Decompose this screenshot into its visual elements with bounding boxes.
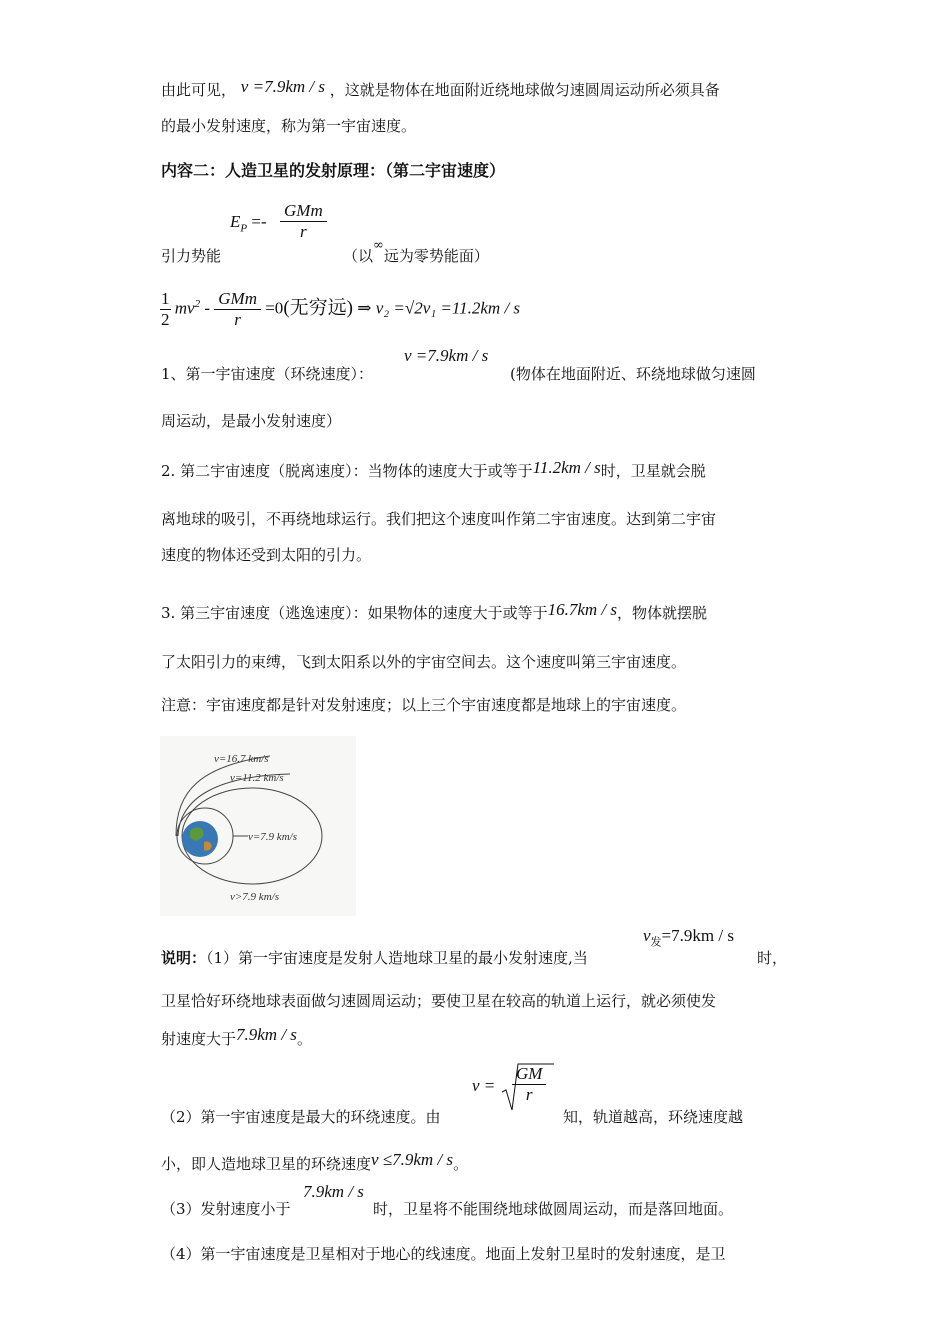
ep-symbol: E: [230, 212, 241, 231]
section-heading: 内容二：人造卫星的发射原理：（第二宇宙速度）: [161, 161, 506, 180]
text: 小，即人造地球卫星的环绕速度: [161, 1155, 372, 1173]
explain2-line1: （2）第一宇宙速度是最大的环绕速度。由: [161, 1108, 441, 1126]
denominator: r: [525, 1085, 533, 1104]
text: 。: [296, 1030, 312, 1048]
fraction-gmm-r: [214, 289, 261, 330]
text: ，这就是物体在地面附近绕地球做匀速圆周运动所必须具备: [329, 81, 720, 99]
denominator: r: [234, 310, 241, 329]
text: 2. 第二宇宙速度（脱离速度）：当物体的速度大于或等于: [161, 462, 533, 480]
denominator: r: [300, 222, 307, 241]
orbit-diagram: [160, 736, 356, 916]
fraction-half: [160, 289, 171, 330]
cosmic-velocity-figure: [160, 736, 356, 916]
ep-subscript: P: [240, 222, 248, 235]
explain-line3: [161, 1025, 312, 1050]
formula-v-7.9: v =7.9km / s: [240, 77, 325, 96]
energy-equation: [160, 289, 520, 330]
text: 射速度大于: [161, 1030, 237, 1048]
text: （以: [343, 247, 374, 265]
item1-text-right: (物体在地面附近、环绕地球做匀速圆: [510, 365, 756, 383]
potential-note: [343, 238, 489, 269]
note-line: 注意：宇宙速度都是针对发射速度；以上三个宇宙速度都是地球上的宇宙速度。: [161, 696, 687, 714]
v-symbol: v: [643, 926, 651, 945]
text: 时，卫星就会脱: [600, 462, 706, 480]
numerator: GM: [512, 1064, 546, 1085]
text: 。: [453, 1155, 469, 1173]
fraction-gmm-r: [280, 201, 327, 242]
item3-line2: 了太阳引力的束缚，飞到太阳系以外的宇宙空间去。这个速度叫第三宇宙速度。: [161, 653, 687, 671]
explain3-line: （3）发射速度小于: [161, 1200, 291, 1218]
ep-eq: =-: [251, 212, 267, 231]
item1-text: 1、第一宇宙速度（环绕速度）：: [161, 365, 374, 383]
formula-ep: [230, 212, 267, 234]
formula-v-le-7.9: v ≤7.9km / s: [371, 1150, 454, 1169]
text: ，物体就摆脱: [617, 604, 708, 622]
explain3-line-end: 时，卫星将不能围绕地球做圆周运动，而是落回地面。: [373, 1200, 734, 1218]
text: 远为零势能面）: [383, 247, 489, 265]
item2-line3: 速度的物体还受到太阳的引力。: [161, 546, 372, 564]
label-7.9: v=7.9 km/s: [248, 831, 297, 843]
implies-arrow: ⇒: [357, 298, 372, 318]
launch-subscript: 发: [650, 936, 662, 949]
explain-line2: 卫星恰好环绕地球表面做匀速圆周运动；要使卫星在较高的轨道上运行，就必须使发: [161, 992, 717, 1010]
infinity-symbol: ∞: [373, 238, 384, 253]
formula-11.2: 11.2km / s: [532, 458, 601, 477]
minus: -: [204, 298, 210, 318]
formula-v2-result: v₂ =√2v₁ =11.2km / s: [375, 298, 521, 318]
paragraph-line: [161, 79, 720, 101]
formula-7.9: 7.9km / s: [303, 1182, 364, 1201]
square: 2: [194, 297, 201, 310]
formula-7.9: 7.9km / s: [236, 1025, 297, 1044]
formula-v-7.9: v =7.9km / s: [404, 346, 489, 365]
label-gt-7.9: v>7.9 km/s: [230, 891, 279, 903]
item2-line2: 离地球的吸引，不再绕地球运行。我们把这个速度叫作第二宇宙速度。达到第二宇宙: [161, 510, 717, 528]
formula-rest: =7.9km / s: [661, 926, 734, 945]
text: （1）第一宇宙速度是发射人造地球卫星的最小发射速度,当: [206, 949, 588, 967]
explain-label: 说明：: [161, 949, 207, 967]
formula-16.7: 16.7km / s: [547, 600, 618, 619]
mv: mv: [174, 298, 195, 318]
numerator: GMm: [280, 201, 327, 222]
explain-line1: [161, 947, 588, 969]
item3-line1: [161, 602, 707, 624]
fraction-gm-r: [512, 1064, 546, 1105]
explain4-line: （4）第一宇宙速度是卫星相对于地心的线速度。地面上发射卫星时的发射速度，是卫: [161, 1245, 726, 1263]
formula-v-launch: [643, 926, 734, 949]
infinity-note: (无穷远): [283, 297, 353, 319]
explain-line1-end: 时，: [757, 949, 788, 967]
paragraph-line: 的最小发射速度，称为第一宇宙速度。: [161, 117, 417, 135]
equals-zero: =0: [265, 298, 284, 318]
label-11.2: v=11.2 km/s: [230, 772, 284, 784]
numerator: 1: [161, 289, 170, 308]
explain2-line1-end: 知，轨道越高，环绕速度越: [563, 1108, 744, 1126]
text: 3. 第三宇宙速度（逃逸速度）：如果物体的速度大于或等于: [161, 604, 548, 622]
potential-label: 引力势能: [161, 247, 222, 265]
numerator: GMm: [214, 289, 261, 310]
label-16.7: v=16.7 km/s: [214, 753, 269, 765]
formula-v-sqrt: v =: [472, 1076, 496, 1095]
text: 由此可见，: [161, 81, 237, 99]
explain2-line2: [161, 1150, 469, 1175]
denominator: 2: [161, 310, 170, 329]
item1-line2: 周运动，是最小发射速度）: [161, 412, 342, 430]
item2-line1: [161, 460, 706, 482]
